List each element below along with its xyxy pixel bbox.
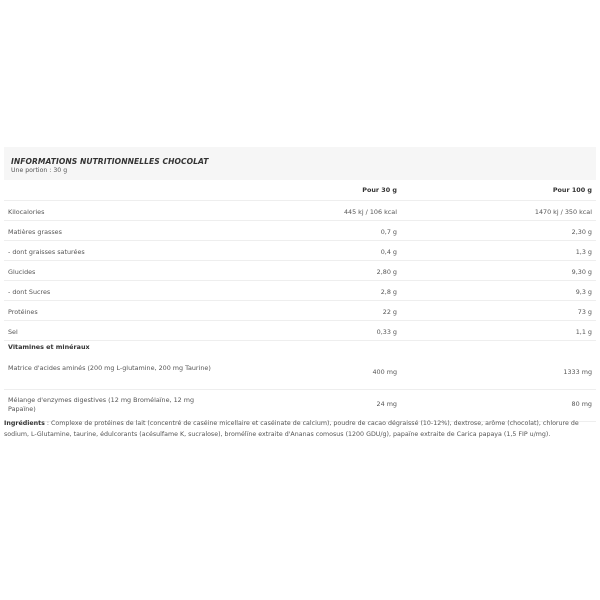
section-heading-row	[4, 341, 596, 358]
row-value-30g: 22 g	[382, 308, 397, 316]
row-value-100g: 9,3 g	[575, 288, 592, 296]
table-row	[4, 221, 596, 241]
table-row	[4, 301, 596, 321]
row-value-30g: 0,4 g	[380, 248, 397, 256]
row-label: - dont graisses saturées	[8, 248, 85, 256]
ingredients-paragraph	[4, 419, 592, 440]
row-label: - dont Sucres	[8, 288, 51, 296]
row-value-30g: 24 mg	[376, 400, 397, 408]
row-label: Matrice d'acides aminés (200 mg L-glutamine, 200 mg Taurine)	[8, 364, 211, 372]
row-label: Kilocalories	[8, 208, 45, 216]
row-label: Matières grasses	[8, 228, 62, 236]
row-value-30g: 445 kj / 106 kcal	[343, 208, 397, 216]
row-label: Glucides	[8, 268, 36, 276]
row-value-100g: 1,1 g	[575, 328, 592, 336]
row-value-100g: 2,30 g	[571, 228, 592, 236]
row-label: Sel	[8, 328, 18, 336]
table-row	[4, 241, 596, 261]
nutrition-title: INFORMATIONS NUTRITIONNELLES CHOCOLAT	[11, 157, 209, 166]
row-value-100g: 80 mg	[571, 400, 592, 408]
table-row	[4, 261, 596, 281]
row-value-100g: 9,30 g	[571, 268, 592, 276]
portion-size: Une portion : 30 g	[11, 167, 68, 174]
row-label: Protéines	[8, 308, 38, 316]
row-value-30g: 0,33 g	[376, 328, 397, 336]
table-row	[4, 390, 596, 422]
row-value-100g: 1333 mg	[563, 368, 592, 376]
row-value-100g: 1470 kj / 350 kcal	[534, 208, 592, 216]
row-value-30g: 2,80 g	[376, 268, 397, 276]
table-row	[4, 358, 596, 390]
row-value-100g: 73 g	[577, 308, 592, 316]
row-value-30g: 2,8 g	[380, 288, 397, 296]
row-label: Mélange d'enzymes digestives (12 mg Bromélaïne, 12 mg Papaïne)	[8, 396, 195, 413]
col-header-30g: Pour 30 g	[362, 186, 397, 194]
nutrition-header	[4, 147, 596, 180]
ingredients-label: Ingrédients	[4, 420, 45, 427]
nutrition-panel	[4, 147, 596, 422]
table-header-row	[4, 180, 596, 201]
table-row	[4, 201, 596, 221]
table-row	[4, 281, 596, 301]
row-value-30g: 400 mg	[372, 368, 397, 376]
row-value-100g: 1,3 g	[575, 248, 592, 256]
table-row	[4, 321, 596, 341]
row-value-30g: 0,7 g	[380, 228, 397, 236]
section-heading: Vitamines et minéraux	[8, 343, 90, 351]
ingredients-text: : Complexe de protéines de lait (concentré de caséine micellaire et caséinate de calcium), poudre de cacao dégraissé (10-12%), dextrose, arôme (chocolat), chlorure de sodium, L-Glutamine, taurine, édulcorants (acésulfame K, sucralose), bromélïne extraite d'Ananas comosus (1200 GDU/g), papaïne extraite de Carica papaya (1,5 FIP u/mg).	[4, 420, 579, 438]
col-header-100g: Pour 100 g	[552, 186, 592, 194]
